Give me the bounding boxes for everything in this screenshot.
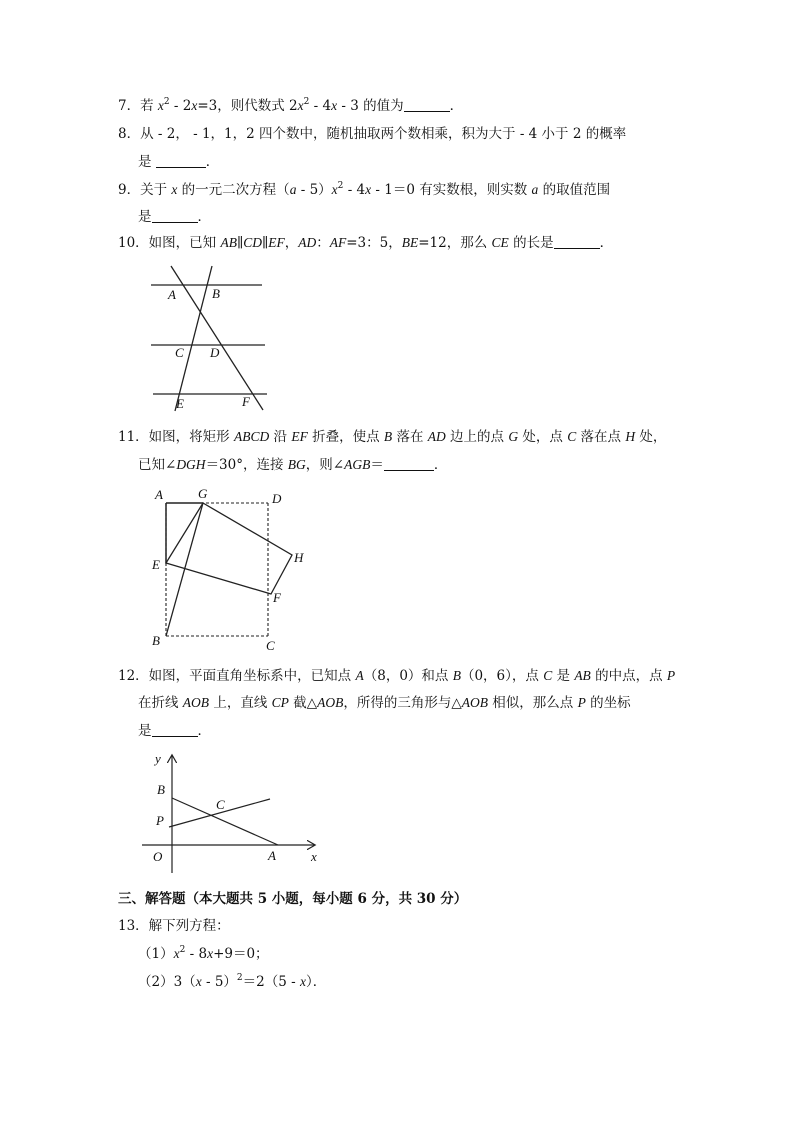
text: ，所得的三角形与△ bbox=[343, 695, 462, 711]
text: - 5） bbox=[296, 182, 332, 198]
var: x bbox=[171, 182, 178, 197]
text: - 1＝0 有实数根，则实数 bbox=[371, 182, 532, 198]
var: G bbox=[508, 429, 519, 444]
text: 的坐标 bbox=[585, 695, 631, 711]
text: （1） bbox=[138, 946, 174, 962]
text: =3：5， bbox=[346, 235, 402, 251]
text: ，则∠ bbox=[305, 457, 345, 473]
var: BG bbox=[287, 457, 306, 472]
text: （8，0）和点 bbox=[363, 668, 453, 684]
label-c: C bbox=[175, 345, 184, 360]
label-d: D bbox=[272, 491, 282, 506]
text: =12，那么 bbox=[418, 235, 492, 251]
text: 11．如图，将矩形 bbox=[118, 429, 234, 445]
text: - 3 的值为 bbox=[337, 98, 404, 114]
var: AOB bbox=[182, 695, 210, 710]
text: =3，则代数式 2 bbox=[197, 98, 298, 114]
text: ． bbox=[599, 235, 614, 251]
var: AD bbox=[298, 235, 317, 250]
label-b: B bbox=[152, 633, 160, 648]
var: AB bbox=[574, 668, 591, 683]
text: 是 bbox=[138, 723, 152, 739]
text: ＝ bbox=[370, 457, 384, 473]
text: ， bbox=[284, 235, 299, 251]
text: 已知∠ bbox=[138, 457, 177, 473]
label-a: A bbox=[268, 848, 276, 863]
exponent: 2 bbox=[303, 97, 310, 107]
var: x bbox=[331, 182, 338, 197]
var: AB bbox=[220, 235, 237, 250]
text: 的取值范围 bbox=[538, 182, 611, 198]
text: - 2 bbox=[169, 98, 192, 114]
var: AOB bbox=[317, 695, 344, 710]
text: （0，6），点 bbox=[460, 668, 544, 684]
label-a: A bbox=[155, 487, 163, 502]
text: 处， bbox=[635, 429, 667, 445]
text: 12．如图，平面直角坐标系中，已知点 bbox=[118, 668, 356, 684]
label-y: y bbox=[155, 751, 161, 766]
text: ． bbox=[449, 98, 464, 114]
var: B bbox=[383, 429, 393, 444]
exponent: 2 bbox=[236, 973, 243, 983]
var: EF bbox=[268, 235, 285, 250]
label-p: P bbox=[156, 813, 164, 828]
var: a bbox=[289, 182, 297, 197]
label-c: C bbox=[216, 797, 225, 812]
var: x bbox=[297, 98, 304, 113]
exponent: 2 bbox=[163, 97, 170, 107]
var: x bbox=[191, 98, 198, 113]
text: - 4 bbox=[343, 182, 366, 198]
text: 若 bbox=[140, 98, 158, 114]
section-3-heading: 三、解答题（本大题共 5 小题，每小题 6 分，共 30 分） bbox=[118, 891, 468, 907]
text: - 8 bbox=[185, 946, 208, 962]
var: x bbox=[299, 974, 306, 989]
label-h: H bbox=[294, 550, 304, 565]
exponent: 2 bbox=[337, 181, 344, 191]
text: 落在点 bbox=[576, 429, 626, 445]
text: 落在 bbox=[392, 429, 428, 445]
text: ： bbox=[316, 235, 330, 251]
text: ＝2（5 - bbox=[242, 974, 300, 990]
text: 是 bbox=[138, 209, 152, 225]
text: - 4 bbox=[309, 98, 332, 114]
label-e: E bbox=[152, 557, 160, 572]
text: ∥ bbox=[262, 235, 269, 251]
label-x: x bbox=[311, 849, 317, 864]
text: 9．关于 bbox=[118, 182, 172, 198]
text: - 5） bbox=[201, 974, 237, 990]
text: 截△ bbox=[288, 695, 318, 711]
text: ． bbox=[205, 154, 220, 170]
var: AGB bbox=[344, 457, 371, 472]
text: 折叠，使点 bbox=[307, 429, 384, 445]
var: x bbox=[173, 946, 180, 961]
exponent: 2 bbox=[179, 945, 186, 955]
text: ∥ bbox=[236, 235, 244, 251]
text: （2）3（ bbox=[138, 974, 196, 990]
var: CE bbox=[491, 235, 509, 250]
text: ＝30°，连接 bbox=[205, 457, 288, 473]
label-c: C bbox=[266, 638, 275, 653]
text: 边上的点 bbox=[445, 429, 509, 445]
text: ． bbox=[197, 209, 211, 225]
text: 的一元二次方程（ bbox=[177, 182, 290, 198]
label-a: A bbox=[168, 287, 176, 302]
text: ）． bbox=[305, 974, 327, 990]
text: 相似，那么点 bbox=[487, 695, 578, 711]
label-g: G bbox=[198, 486, 208, 501]
var: C bbox=[543, 668, 553, 683]
question-8-line-1: 8．从 - 2， - 1，1，2 四个数中，随机抽取两个数相乘，积为大于 - 4 小于 2 的概率 bbox=[118, 126, 627, 142]
var: C bbox=[567, 429, 577, 444]
label-b: B bbox=[157, 782, 165, 797]
text: +9＝0； bbox=[213, 946, 269, 962]
var: CP bbox=[271, 695, 289, 710]
text: 是 bbox=[552, 668, 575, 684]
var: BE bbox=[401, 235, 419, 250]
label-d: D bbox=[210, 345, 220, 360]
text: 的中点，点 bbox=[590, 668, 667, 684]
label-o: O bbox=[153, 849, 163, 864]
var: P bbox=[666, 668, 676, 683]
text: 处，点 bbox=[518, 429, 568, 445]
var: x bbox=[195, 974, 202, 989]
var: a bbox=[531, 182, 539, 197]
text: 是 bbox=[138, 154, 156, 170]
var: DGH bbox=[176, 457, 206, 472]
question-13-part-2 bbox=[138, 972, 326, 992]
text: ． bbox=[433, 457, 448, 473]
var: ABCD bbox=[233, 429, 270, 444]
label-b: B bbox=[212, 286, 220, 301]
var: x bbox=[157, 98, 164, 113]
label-e: E bbox=[176, 396, 184, 411]
var: H bbox=[625, 429, 636, 444]
text: 沿 bbox=[269, 429, 292, 445]
var: AF bbox=[329, 235, 347, 250]
question-number: 7． bbox=[118, 98, 141, 114]
text: 在折线 bbox=[138, 695, 183, 711]
var: AD bbox=[427, 429, 446, 444]
var: x bbox=[331, 98, 338, 113]
label-f: F bbox=[242, 394, 250, 409]
text: ． bbox=[197, 723, 211, 739]
var: CD bbox=[243, 235, 262, 250]
question-13-title: 13．解下列方程： bbox=[118, 918, 230, 934]
var: A bbox=[355, 668, 364, 683]
var: x bbox=[207, 946, 214, 961]
text: 的长是 bbox=[508, 235, 554, 251]
var: x bbox=[365, 182, 372, 197]
var: B bbox=[452, 668, 461, 683]
var: P bbox=[577, 695, 586, 710]
var: EF bbox=[291, 429, 308, 444]
label-f: F bbox=[273, 590, 281, 605]
var: AOB bbox=[461, 695, 488, 710]
text: 10．如图，已知 bbox=[118, 235, 221, 251]
text: 上，直线 bbox=[209, 695, 272, 711]
question-13-part-1 bbox=[138, 944, 269, 964]
